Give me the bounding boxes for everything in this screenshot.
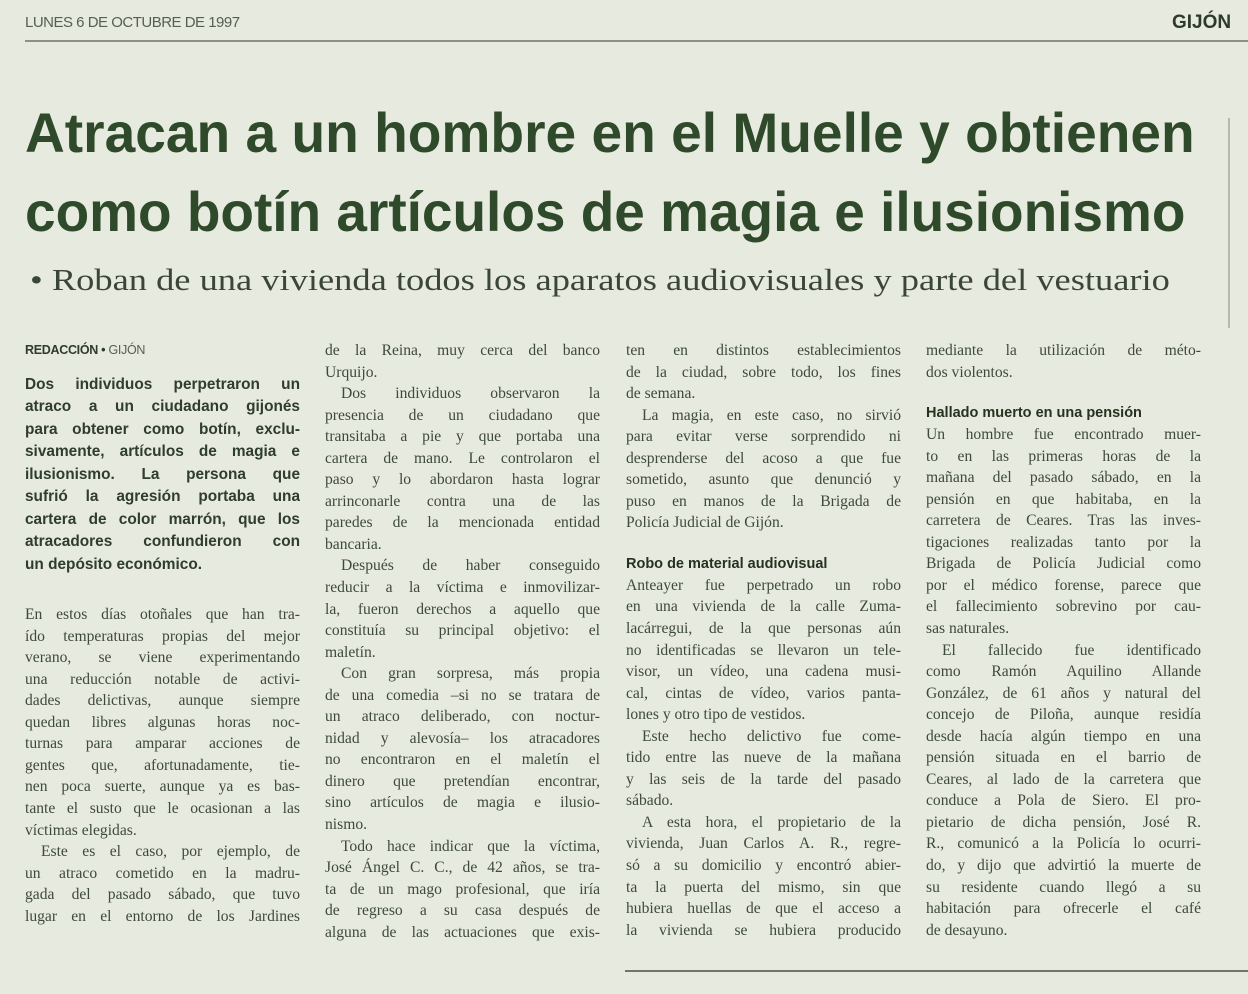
- headline-line-1: Atracan a un hombre en el Muelle y obtienen: [25, 101, 1195, 164]
- text-line: Este es el caso, por ejemplo, de: [41, 843, 300, 861]
- body-paragraph: [626, 575, 901, 726]
- body-paragraph: [926, 640, 1201, 942]
- body-paragraph: [325, 836, 600, 944]
- text-line: por el médico forense, parece que: [926, 576, 1201, 594]
- body-paragraph: [626, 812, 901, 941]
- body-paragraph: [926, 340, 1201, 383]
- text-line: Con gran sorpresa, más propia: [341, 665, 600, 683]
- text-line: una reducción notable de activi-: [25, 670, 300, 688]
- bottom-rule: [625, 970, 1248, 972]
- text-line: tante el susto que le ocasionan a las: [25, 799, 300, 817]
- body-paragraph: [325, 340, 600, 383]
- text-line: constituía su principal objetivo: el: [325, 622, 600, 640]
- text-line: González, de 61 años y natural del: [926, 684, 1201, 702]
- text-line: conduce a Pola de Siero. El pro-: [926, 792, 1201, 810]
- lead-line: atracadores confundieron con: [25, 533, 300, 551]
- text-line: presencia de un ciudadano que: [325, 406, 600, 424]
- text-line: dos violentos.: [926, 363, 1013, 381]
- body-paragraph: [626, 726, 901, 812]
- column-rule: [1228, 118, 1230, 328]
- body-paragraph: [325, 383, 600, 555]
- byline: [25, 340, 300, 362]
- text-line: pensión situada en el barrio de: [926, 749, 1201, 767]
- text-line: quedan libres algunas horas noc-: [25, 713, 300, 731]
- text-line: cartera de mano. Le controlaron el: [325, 449, 600, 467]
- body-paragraph: [325, 555, 600, 663]
- text-line: transitaba a pie y que portaba una: [325, 428, 600, 446]
- text-line: ta de un mago profesional, que iría: [325, 880, 600, 898]
- text-line: Policía Judicial de Gijón.: [626, 514, 784, 532]
- lead-line: para obtener como botín, exclu-: [25, 420, 300, 438]
- section-name: GIJÓN: [1172, 12, 1232, 33]
- text-line: de semana.: [626, 385, 696, 403]
- text-line: hubiera huellas de que el acceso a: [626, 900, 901, 918]
- text-line: la, fueron derechos a aquello que: [325, 600, 600, 618]
- body-paragraph: [926, 424, 1201, 639]
- text-line: pensión en que habitaba, en la: [926, 490, 1201, 508]
- lead-paragraph: [25, 374, 300, 577]
- article-column-2: [325, 340, 600, 943]
- text-line: verano, se viene experimentando: [25, 649, 300, 667]
- article-column-4: [926, 340, 1201, 941]
- page-date: LUNES 6 DE OCTUBRE DE 1997: [25, 14, 240, 31]
- text-line: Después de haber conseguido: [341, 557, 600, 575]
- text-line: la vivienda se hubiera producido: [626, 921, 901, 939]
- body-paragraph: [626, 340, 901, 405]
- text-line: tido entre las nueve de la mañana: [626, 749, 901, 767]
- body-paragraph: [25, 841, 300, 927]
- text-line: nen poca suerte, aunque ya es bas-: [25, 778, 300, 796]
- text-line: paredes de la mencionada entidad: [325, 514, 600, 532]
- text-line: El fallecido fue identificado: [942, 641, 1201, 659]
- text-line: ten en distintos establecimientos: [626, 342, 901, 359]
- text-line: maletín.: [325, 643, 376, 661]
- text-line: Brigada de Policía Judicial como: [926, 555, 1201, 573]
- text-line: concejo de Piloña, aunque residía: [926, 706, 1201, 724]
- text-line: gada del pasado sábado, que tuvo: [25, 886, 300, 904]
- text-line: víctimas elegidas.: [25, 821, 137, 839]
- text-line: sas naturales.: [926, 620, 1010, 638]
- lead-line: Dos individuos perpetraron un: [25, 375, 300, 393]
- text-line: de la ciudad, sobre todo, los fines: [626, 363, 901, 381]
- text-line: ído temperaturas propias del mejor: [25, 627, 300, 645]
- byline-place: GIJÓN: [108, 343, 146, 357]
- body-paragraph: [626, 405, 901, 534]
- text-line: dades delictivas, aunque siempre: [25, 692, 300, 710]
- article-column-3: [626, 340, 901, 941]
- text-line: turnas para amparar acciones de: [25, 735, 300, 753]
- text-line: habitación para ofrecerle el café: [926, 900, 1201, 918]
- deck-subtitle: • Roban de una vivienda todos los aparatos audiovisuales y parte del vestuario: [30, 262, 1170, 297]
- text-line: R., comunicó a la Policía lo ocurri-: [926, 835, 1201, 853]
- lead-line: sufrió la agresión portaba una: [25, 488, 300, 506]
- section-subheading: Robo de material audiovisual: [626, 555, 828, 572]
- text-line: visor, un vídeo, una cadena musi-: [626, 663, 901, 681]
- lead-line: cartera de color marrón, que los: [25, 510, 300, 528]
- text-line: alguna de las actuaciones que exis-: [325, 923, 600, 941]
- text-line: Este hecho delictivo fue come-: [642, 727, 901, 745]
- text-line: de una comedia –si no se tratara de: [325, 686, 600, 704]
- text-line: La magia, en este caso, no sirvió: [642, 406, 901, 424]
- text-line: como Ramón Aquilino Allande: [926, 663, 1201, 681]
- text-line: José Ángel C. C., de 42 años, se tra-: [325, 859, 600, 877]
- text-line: su residente cuando llegó a su: [926, 878, 1201, 896]
- text-line: Urquijo.: [325, 363, 378, 381]
- text-line: pietario de dicha pensión, José R.: [926, 813, 1201, 831]
- text-line: de la Reina, muy cerca del banco: [325, 342, 600, 359]
- text-line: desde hacía algún tiempo en una: [926, 727, 1201, 745]
- text-line: nismo.: [325, 816, 368, 834]
- text-line: do, y dijo que advirtió la muerte de: [926, 857, 1201, 875]
- text-line: A esta hora, el propietario de la: [642, 813, 901, 831]
- text-line: gentes que, afortunadamente, tie-: [25, 756, 300, 774]
- text-line: mañana del pasado sábado, en la: [926, 469, 1201, 487]
- text-line: el fallecimiento sobrevino por cau-: [926, 598, 1201, 616]
- text-line: lugar en el entorno de los Jardines: [25, 907, 300, 925]
- text-line: no encontraron en el maletín el: [325, 751, 600, 769]
- text-line: de regreso a su casa después de: [325, 902, 600, 920]
- lead-line: atraco a un ciudadano gijonés: [25, 398, 300, 416]
- text-line: paso y lo abordaron hasta lograr: [325, 471, 600, 489]
- text-line: nidad y alevosía– los atracadores: [325, 729, 600, 747]
- text-line: lones y otro tipo de vestidos.: [626, 706, 806, 724]
- lead-line: sivamente, artículos de magia e: [25, 443, 300, 461]
- text-line: lacárregui, de la que personas aún: [626, 620, 901, 638]
- text-line: to en las primeras horas de la: [926, 447, 1201, 465]
- text-line: cal, cintas de vídeo, varios panta-: [626, 684, 901, 702]
- header-rule: [25, 40, 1248, 42]
- section-subheading: Hallado muerto en una pensión: [926, 405, 1142, 422]
- text-line: puso en manos de la Brigada de: [626, 492, 901, 510]
- text-line: ta la puerta del mismo, sin que: [626, 878, 901, 896]
- text-line: reducir a la víctima e inmovilizar-: [325, 579, 600, 597]
- text-line: Todo hace indicar que la víctima,: [341, 837, 600, 855]
- text-line: carretera de Ceares. Tras las inves-: [926, 512, 1201, 530]
- text-line: Ceares, al lado de la carretera que: [926, 770, 1201, 788]
- text-line: desprenderse del acoso a que fue: [626, 449, 901, 467]
- text-line: En estos días otoñales que han tra-: [25, 606, 300, 624]
- text-line: sometido, asunto que denunció y: [626, 471, 901, 489]
- text-line: para evitar verse sorprendido ni: [626, 428, 901, 446]
- text-line: un atraco cometido en la madru-: [25, 864, 300, 882]
- article-column-1: [25, 340, 300, 927]
- text-line: bancaria.: [325, 535, 382, 553]
- text-line: de desayuno.: [926, 921, 1008, 939]
- text-line: só a su domicilio y encontró abier-: [626, 857, 901, 875]
- text-line: un atraco deliberado, con noctur-: [325, 708, 600, 726]
- headline-line-2: como botín artículos de magia e ilusionismo: [25, 180, 1186, 243]
- text-line: en una vivienda de la calle Zuma-: [626, 598, 901, 616]
- text-line: Anteayer fue perpetrado un robo: [626, 576, 901, 594]
- text-line: tigaciones realizadas tanto por la: [926, 533, 1201, 551]
- text-line: Dos individuos observaron la: [341, 385, 600, 403]
- text-line: arrinconarle contra una de las: [325, 492, 600, 510]
- body-paragraph: [25, 604, 300, 841]
- text-line: vivienda, Juan Carlos A. R., regre-: [626, 835, 901, 853]
- text-line: no identificadas se llevaron un tele-: [626, 641, 901, 659]
- text-line: dinero que pretendían encontrar,: [325, 772, 600, 790]
- text-line: mediante la utilización de méto-: [926, 342, 1201, 359]
- lead-line: un depósito económico.: [25, 555, 202, 573]
- text-line: y las seis de la tarde del pasado: [626, 770, 901, 788]
- text-line: Un hombre fue encontrado muer-: [926, 426, 1201, 444]
- body-paragraph: [325, 663, 600, 835]
- byline-author: REDACCIÓN •: [25, 343, 106, 357]
- lead-line: ilusionismo. La persona que: [25, 465, 300, 483]
- text-line: sino artículos de magia e ilusio-: [325, 794, 600, 812]
- text-line: sábado.: [626, 792, 674, 810]
